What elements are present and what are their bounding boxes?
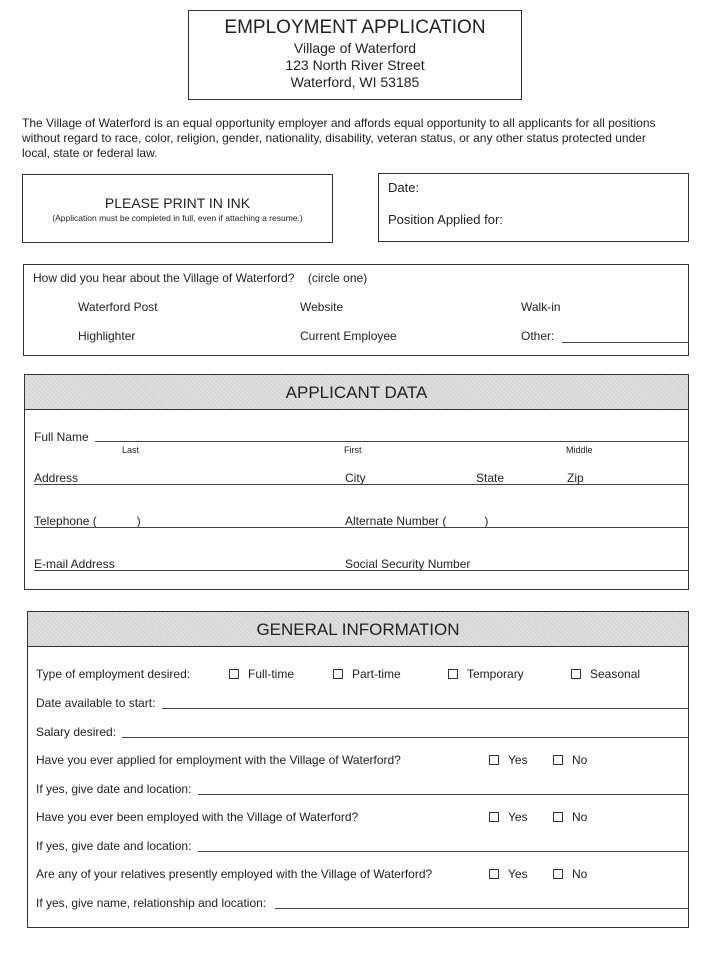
print-in-ink-title: PLEASE PRINT IN INK xyxy=(104,195,251,211)
employed-followup-label: If yes, give date and location: xyxy=(36,839,192,853)
date-available-label: Date available to start: xyxy=(36,696,156,710)
employed-before-question: Have you ever been employed with the Village of Waterford? xyxy=(36,810,359,824)
checkbox-icon[interactable] xyxy=(489,869,499,879)
referral-question: How did you hear about the Village of Waterford? (circle one) xyxy=(33,271,368,285)
relatives-followup-line[interactable] xyxy=(275,908,689,909)
checkbox-icon[interactable] xyxy=(553,755,563,765)
applied-yes-checkbox[interactable]: Yes xyxy=(489,753,528,767)
print-in-ink-box xyxy=(22,174,333,243)
checkbox-full-time[interactable]: Full-time xyxy=(229,667,294,681)
option-highlighter[interactable]: Highlighter xyxy=(78,329,136,343)
employed-no-checkbox[interactable]: No xyxy=(553,810,587,824)
option-website[interactable]: Website xyxy=(300,300,344,314)
address-label: Address xyxy=(34,471,79,485)
eeo-line-1: The Village of Waterford is an equal opportunity employer and affords equal opportunity to all applicants for all positions xyxy=(22,116,656,130)
date-available-line[interactable] xyxy=(162,708,689,709)
telephone-line[interactable] xyxy=(34,527,689,528)
middle-name-caption: Middle xyxy=(566,445,593,455)
employed-followup-line[interactable] xyxy=(198,851,689,852)
checkbox-icon[interactable] xyxy=(489,755,499,765)
general-information-title: GENERAL INFORMATION xyxy=(256,620,460,639)
employed-yes-checkbox[interactable]: Yes xyxy=(489,810,528,824)
applicant-data-section xyxy=(24,374,689,590)
applicant-data-title: APPLICANT DATA xyxy=(285,383,428,402)
state-label: State xyxy=(476,471,505,485)
org-street: 123 North River Street xyxy=(285,57,425,73)
checkbox-icon[interactable] xyxy=(333,669,343,679)
first-name-caption: First xyxy=(344,445,362,455)
employment-type-label: Type of employment desired: xyxy=(36,667,191,681)
other-input-line[interactable] xyxy=(562,342,689,343)
checkbox-icon[interactable] xyxy=(229,669,239,679)
position-label: Position Applied for: xyxy=(388,212,503,227)
checkbox-icon[interactable] xyxy=(448,669,458,679)
option-current-employee[interactable]: Current Employee xyxy=(300,329,397,343)
salary-label: Salary desired: xyxy=(36,725,117,739)
checkbox-temporary[interactable]: Temporary xyxy=(448,667,524,681)
relatives-no-checkbox[interactable]: No xyxy=(553,867,587,881)
print-in-ink-note: (Application must be completed in full, even if attaching a resume.) xyxy=(52,213,303,223)
org-name: Village of Waterford xyxy=(293,40,417,56)
full-name-label: Full Name xyxy=(34,430,89,444)
ssn-label: Social Security Number xyxy=(345,557,471,571)
applied-before-question: Have you ever applied for employment with the Village of Waterford? xyxy=(36,753,401,767)
email-ssn-line[interactable] xyxy=(34,570,689,571)
eeo-line-2: without regard to race, color, religion, gender, nationality, disability, veteran status, or any other status protected under xyxy=(22,131,646,145)
date-position-box xyxy=(378,173,689,242)
relatives-question: Are any of your relatives presently employed with the Village of Waterford? xyxy=(36,867,433,881)
relatives-yes-checkbox[interactable]: Yes xyxy=(489,867,528,881)
option-other[interactable]: Other: xyxy=(521,329,555,343)
checkbox-icon[interactable] xyxy=(553,812,563,822)
relatives-followup-label: If yes, give name, relationship and location: xyxy=(36,896,267,910)
address-line[interactable] xyxy=(34,484,689,485)
checkbox-part-time[interactable]: Part-time xyxy=(333,667,401,681)
checkbox-icon[interactable] xyxy=(571,669,581,679)
salary-line[interactable] xyxy=(122,737,689,738)
applied-no-checkbox[interactable]: No xyxy=(553,753,587,767)
form-title: EMPLOYMENT APPLICATION xyxy=(224,17,486,38)
referral-source-box xyxy=(23,264,689,356)
option-walk-in[interactable]: Walk-in xyxy=(521,300,561,314)
applied-followup-label: If yes, give date and location: xyxy=(36,782,192,796)
org-city: Waterford, WI 53185 xyxy=(290,74,420,90)
alternate-number-label: Alternate Number ( ) xyxy=(345,514,489,528)
date-label: Date: xyxy=(388,180,420,195)
city-label: City xyxy=(345,471,366,485)
checkbox-icon[interactable] xyxy=(489,812,499,822)
zip-label: Zip xyxy=(567,471,584,485)
option-waterford-post[interactable]: Waterford Post xyxy=(78,300,158,314)
applicant-header-bar xyxy=(25,375,688,410)
applied-followup-line[interactable] xyxy=(198,794,689,795)
eeo-line-3: local, state or federal law. xyxy=(22,146,158,160)
general-header-bar xyxy=(28,612,688,647)
general-information-section xyxy=(27,611,689,928)
email-label: E-mail Address xyxy=(34,557,115,571)
telephone-label: Telephone ( ) xyxy=(34,514,141,528)
checkbox-icon[interactable] xyxy=(553,869,563,879)
last-name-caption: Last xyxy=(122,445,140,455)
full-name-line[interactable] xyxy=(95,441,689,442)
header-box xyxy=(188,10,522,100)
checkbox-seasonal[interactable]: Seasonal xyxy=(571,667,640,681)
